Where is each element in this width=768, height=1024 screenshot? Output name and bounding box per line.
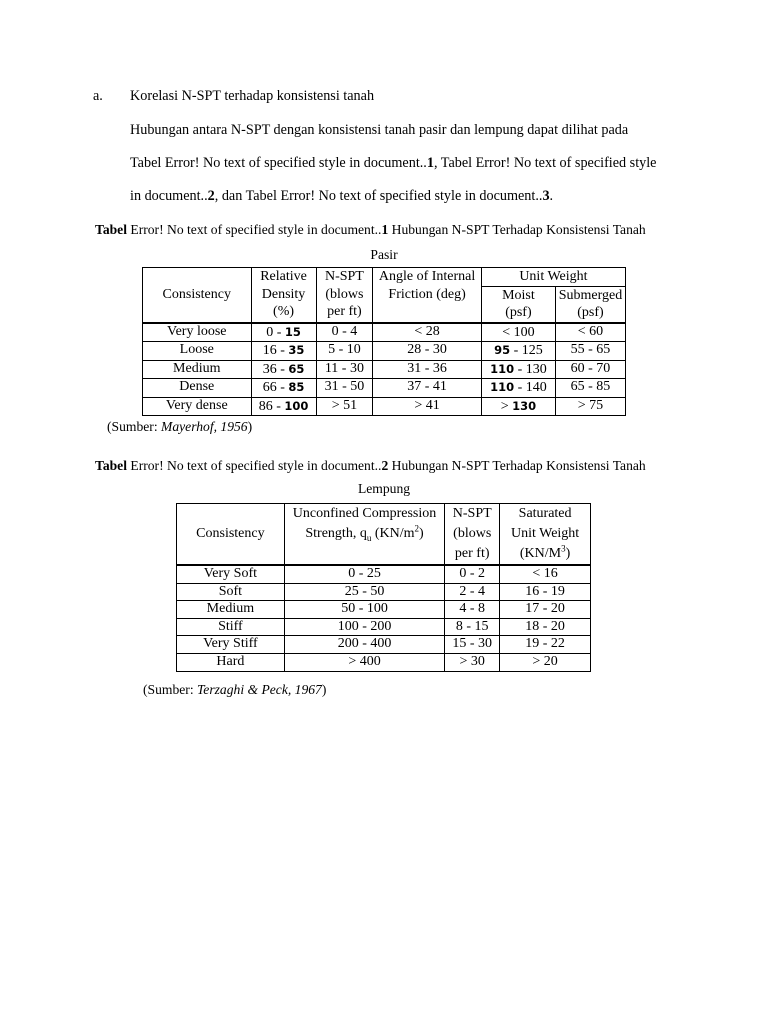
caption-text: Error! No text of specified style in document.. bbox=[127, 458, 382, 473]
header-relative-density: Relative Density (%) bbox=[251, 268, 316, 323]
table-row bbox=[177, 636, 591, 654]
cell-consistency: Very loose bbox=[143, 323, 252, 342]
table-row bbox=[177, 601, 591, 619]
cell-nspt: 31 - 50 bbox=[316, 379, 373, 398]
table-row bbox=[177, 565, 591, 583]
section-marker: a. bbox=[93, 88, 103, 104]
cell-consistency: Medium bbox=[177, 601, 285, 619]
cell-consistency: Very Stiff bbox=[177, 636, 285, 654]
header-nspt: N-SPT (blows per ft) bbox=[445, 504, 500, 566]
table2-caption-line2: Lempung bbox=[357, 481, 411, 496]
cell-nspt: 4 - 8 bbox=[445, 601, 500, 619]
cell-ucs: 100 - 200 bbox=[284, 618, 444, 636]
cell-consistency: Dense bbox=[143, 379, 252, 398]
cell-unit-weight: 19 - 22 bbox=[500, 636, 591, 654]
header-consistency: Consistency bbox=[143, 268, 252, 323]
table1-source: (Sumber: Mayerhof, 1956) bbox=[107, 419, 253, 434]
header-saturated-unit-weight: Saturated Unit Weight $(KN/M^3)$ bbox=[500, 504, 591, 566]
paragraph-ref-number: 1 bbox=[426, 155, 434, 171]
caption-text: Error! No text of specified style in document.. bbox=[127, 222, 382, 237]
paragraph-line-1: Hubungan antara N-SPT dengan konsistensi tanah pasir dan lempung dapat dilihat pada bbox=[130, 122, 629, 138]
cell-friction-angle: 37 - 41 bbox=[373, 379, 482, 398]
cell-consistency: Medium bbox=[143, 360, 252, 379]
table-row bbox=[177, 583, 591, 601]
cell-friction-angle: < 28 bbox=[373, 323, 482, 342]
paragraph-text: in document.. bbox=[130, 188, 208, 204]
cell-consistency: Stiff bbox=[177, 618, 285, 636]
header-nspt: N-SPT (blows per ft) bbox=[316, 268, 373, 323]
cell-moist: 110 - 130 bbox=[481, 360, 555, 379]
cell-friction-angle: 31 - 36 bbox=[373, 360, 482, 379]
table-row bbox=[177, 653, 591, 671]
cell-friction-angle: 28 - 30 bbox=[373, 342, 482, 361]
cell-relative-density: 0 - 15 bbox=[251, 323, 316, 342]
cell-ucs: > 400 bbox=[284, 653, 444, 671]
cell-unit-weight: 16 - 19 bbox=[500, 583, 591, 601]
cell-consistency: Hard bbox=[177, 653, 285, 671]
cell-nspt: 2 - 4 bbox=[445, 583, 500, 601]
table-row bbox=[143, 342, 626, 361]
cell-relative-density: 36 - 65 bbox=[251, 360, 316, 379]
table-row bbox=[143, 323, 626, 342]
cell-moist: 110 - 140 bbox=[481, 379, 555, 398]
table-row bbox=[177, 618, 591, 636]
cell-submerged: > 75 bbox=[555, 397, 625, 416]
paragraph-ref-number: 3 bbox=[542, 188, 550, 204]
cell-consistency: Very dense bbox=[143, 397, 252, 416]
cell-nspt: 11 - 30 bbox=[316, 360, 373, 379]
cell-moist: < 100 bbox=[481, 323, 555, 342]
paragraph-text: , Tabel Error! No text of specified style bbox=[433, 155, 657, 171]
cell-nspt: 0 - 4 bbox=[316, 323, 373, 342]
cell-submerged: 55 - 65 bbox=[555, 342, 625, 361]
caption-label: Tabel bbox=[95, 458, 127, 473]
cell-moist: > 130 bbox=[481, 397, 555, 416]
cell-relative-density: 66 - 85 bbox=[251, 379, 316, 398]
cell-ucs: 200 - 400 bbox=[284, 636, 444, 654]
cell-consistency: Soft bbox=[177, 583, 285, 601]
header-unconfined-compression: Unconfined Compression Strength, $q_u$ $(KN/m^2)$ bbox=[284, 504, 444, 566]
cell-submerged: 60 - 70 bbox=[555, 360, 625, 379]
cell-unit-weight: > 20 bbox=[500, 653, 591, 671]
header-unit-weight: Unit Weight bbox=[481, 268, 625, 287]
table2-source: (Sumber: Terzaghi & Peck, 1967) bbox=[143, 682, 327, 697]
table2-clay bbox=[176, 503, 591, 672]
paragraph-text: . bbox=[549, 188, 554, 204]
cell-unit-weight: < 16 bbox=[500, 565, 591, 583]
paragraph-text: Tabel Error! No text of specified style in document.. bbox=[130, 155, 427, 171]
header-submerged: Submerged (psf) bbox=[555, 286, 625, 323]
table-row bbox=[143, 397, 626, 416]
cell-relative-density: 86 - 100 bbox=[251, 397, 316, 416]
caption-text: Hubungan N-SPT Terhadap Konsistensi Tanah bbox=[388, 458, 646, 473]
cell-nspt: > 51 bbox=[316, 397, 373, 416]
table1-caption bbox=[95, 222, 646, 238]
table1-sand bbox=[142, 267, 626, 416]
header-friction-angle: Angle of Internal Friction (deg) bbox=[373, 268, 482, 323]
table1-caption-line2: Pasir bbox=[370, 247, 398, 262]
cell-consistency: Loose bbox=[143, 342, 252, 361]
cell-nspt: 0 - 2 bbox=[445, 565, 500, 583]
cell-submerged: < 60 bbox=[555, 323, 625, 342]
paragraph-text: , dan Tabel Error! No text of specified style in document.. bbox=[214, 188, 543, 204]
cell-consistency: Very Soft bbox=[177, 565, 285, 583]
caption-text: Hubungan N-SPT Terhadap Konsistensi Tanah bbox=[388, 222, 646, 237]
cell-submerged: 65 - 85 bbox=[555, 379, 625, 398]
paragraph-line-2 bbox=[130, 156, 656, 170]
cell-ucs: 25 - 50 bbox=[284, 583, 444, 601]
section-heading: Korelasi N-SPT terhadap konsistensi tanah bbox=[130, 88, 375, 104]
cell-ucs: 50 - 100 bbox=[284, 601, 444, 619]
paragraph-ref-number: 2 bbox=[207, 188, 215, 204]
header-consistency: Consistency bbox=[177, 504, 285, 566]
cell-nspt: 8 - 15 bbox=[445, 618, 500, 636]
cell-nspt: 5 - 10 bbox=[316, 342, 373, 361]
table-row bbox=[143, 379, 626, 398]
paragraph-line-3 bbox=[130, 189, 553, 203]
cell-moist: 95 - 125 bbox=[481, 342, 555, 361]
table2-caption bbox=[95, 458, 646, 474]
cell-unit-weight: 18 - 20 bbox=[500, 618, 591, 636]
cell-ucs: 0 - 25 bbox=[284, 565, 444, 583]
cell-nspt: > 30 bbox=[445, 653, 500, 671]
header-moist: Moist (psf) bbox=[481, 286, 555, 323]
table-row bbox=[143, 360, 626, 379]
caption-number: 2 bbox=[381, 458, 389, 473]
caption-number: 1 bbox=[381, 222, 389, 237]
cell-unit-weight: 17 - 20 bbox=[500, 601, 591, 619]
caption-label: Tabel bbox=[95, 222, 127, 237]
cell-relative-density: 16 - 35 bbox=[251, 342, 316, 361]
cell-friction-angle: > 41 bbox=[373, 397, 482, 416]
cell-nspt: 15 - 30 bbox=[445, 636, 500, 654]
